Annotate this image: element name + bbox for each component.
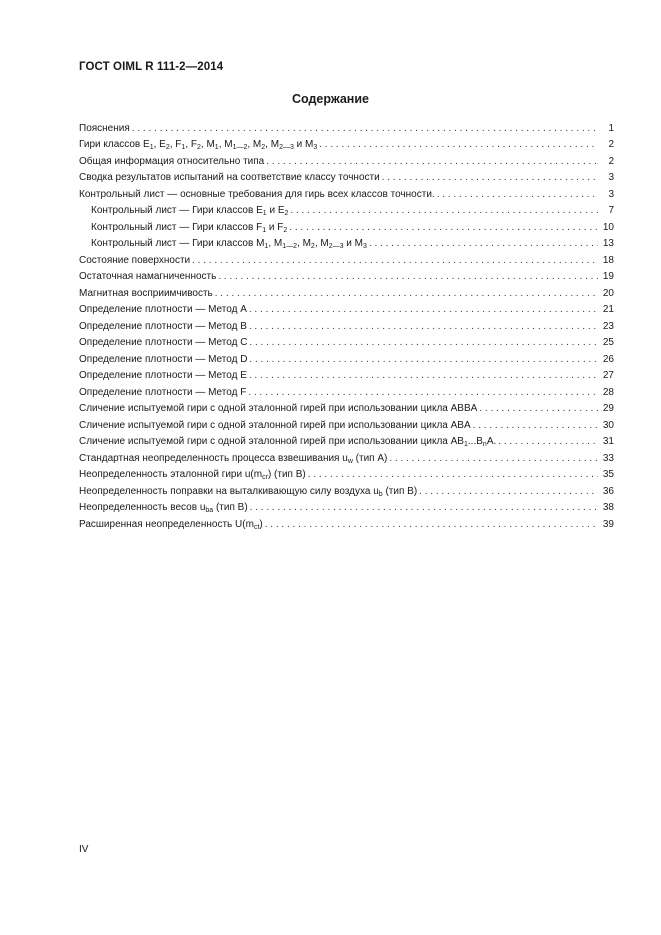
toc-entry-title: Гири классов $E_1$, $E_2$, $F_1$, $F_2$, $M_1$, $M_{1—2}$, $M_2$, $M_{2—3}$ и $M_3$ [79, 139, 318, 151]
toc-entry-title: Состояние поверхности [79, 254, 191, 266]
toc-entry[interactable] [79, 431, 614, 448]
dot-leader [132, 123, 598, 134]
toc-entry[interactable] [79, 216, 614, 233]
toc-entry-title: Сводка результатов испытаний на соответствие классу точности [79, 172, 380, 183]
dot-leader [249, 370, 598, 381]
dot-leader [249, 321, 598, 332]
toc-entry[interactable] [79, 134, 614, 151]
toc-page-number: 31 [602, 436, 614, 447]
toc-page-number: 2 [608, 155, 614, 167]
toc-entry[interactable] [79, 233, 614, 250]
dot-leader [290, 205, 598, 216]
toc-page-number: 20 [602, 287, 614, 299]
toc-entry-title: Расширенная неопределенность $U(m_{ct})$ [79, 518, 263, 531]
toc-page-number: 18 [602, 254, 614, 266]
dot-leader [498, 436, 598, 447]
toc-entry[interactable] [79, 282, 614, 299]
toc-entry[interactable] [79, 513, 614, 530]
dot-leader [473, 420, 598, 431]
toc-page-number: 38 [602, 502, 614, 513]
toc-entry[interactable] [79, 183, 614, 200]
toc-page-number: 13 [602, 238, 614, 249]
toc-entry-title: Магнитная восприимчивость [79, 287, 213, 299]
toc-entry[interactable] [79, 249, 614, 266]
toc-page-number: 35 [602, 469, 614, 480]
dot-leader [389, 453, 598, 464]
toc-entry[interactable] [79, 167, 614, 184]
toc-entry[interactable] [79, 365, 614, 382]
toc-entry[interactable] [79, 299, 614, 316]
toc-entry-title: Остаточная намагниченность [79, 271, 217, 282]
dot-leader [265, 519, 598, 530]
toc-entry[interactable] [79, 117, 614, 134]
toc-entry-title: Контрольный лист — Гири классов $F_1$ и $F_2$ [91, 221, 288, 234]
toc-entry[interactable] [79, 447, 614, 464]
toc-page-number: 7 [608, 205, 614, 216]
toc-page-number: 21 [602, 304, 614, 315]
toc-entry-title: Контрольный лист — Гири классов $M_1$, $M_{1—2}$, $M_2$, $M_{2—3}$ и $M_3$ [91, 238, 367, 250]
page-folio: IV [79, 844, 89, 855]
dot-leader [250, 502, 598, 513]
toc-page-number: 3 [608, 172, 614, 183]
toc-entry[interactable] [79, 200, 614, 217]
toc-page-number: 39 [602, 518, 614, 530]
dot-leader [479, 403, 598, 414]
toc-entry[interactable] [79, 266, 614, 283]
toc-page-number: 36 [602, 485, 614, 497]
dot-leader [437, 189, 598, 200]
dot-leader [249, 337, 598, 348]
toc-entry-title: Неопределенность весов $u_{ba}$ (тип B) [79, 502, 248, 514]
dot-leader [289, 222, 598, 233]
toc-entry[interactable] [79, 315, 614, 332]
toc-entry-title: Определение плотности — Метод D [79, 353, 248, 365]
toc-page-number: 29 [602, 403, 614, 414]
toc-entry-title: Контрольный лист — основные требования для гирь всех классов точности. [79, 188, 435, 200]
toc-entry-title: Определение плотности — Метод E [79, 370, 247, 381]
toc-entry-title: Неопределенность поправки на выталкивающую силу воздуха $u_b$ (тип B) [79, 485, 418, 498]
table-of-contents [79, 117, 614, 530]
toc-page-number: 1 [608, 122, 614, 134]
toc-entry-title: Определение плотности — Метод A [79, 304, 247, 315]
toc-page-number: 3 [608, 188, 614, 200]
toc-entry[interactable] [79, 381, 614, 398]
toc-entry[interactable] [79, 480, 614, 497]
toc-entry-title: Сличение испытуемой гири с одной эталонной гирей при использовании цикла $AB_1...B_nA$. [79, 436, 497, 448]
dot-leader [249, 354, 598, 365]
dot-leader [215, 288, 598, 299]
toc-entry[interactable] [79, 464, 614, 481]
document-id: ГОСТ OIML R 111-2—2014 [79, 61, 224, 73]
toc-entry[interactable] [79, 497, 614, 514]
toc-entry-title: Общая информация относительно типа [79, 155, 265, 167]
toc-entry-title: Неопределенность эталонной гири $u(m_{cr})$ (тип B) [79, 469, 306, 481]
toc-page-number: 23 [602, 320, 614, 332]
toc-entry-title: Определение плотности — Метод C [79, 337, 248, 348]
toc-entry-title: Пояснения [79, 122, 130, 134]
toc-entry[interactable] [79, 398, 614, 415]
toc-entry-title: Определение плотности — Метод F [79, 386, 247, 398]
toc-entry[interactable] [79, 348, 614, 365]
toc-page-number: 25 [602, 337, 614, 348]
toc-entry-title: Контрольный лист — Гири классов $E_1$ и $E_2$ [91, 205, 289, 217]
toc-entry[interactable] [79, 414, 614, 431]
dot-leader [192, 255, 598, 266]
dot-leader [266, 156, 598, 167]
toc-page-number: 30 [602, 419, 614, 431]
toc-page-number: 27 [602, 370, 614, 381]
dot-leader [369, 238, 598, 249]
dot-leader [248, 387, 598, 398]
dot-leader [319, 139, 598, 150]
toc-page-number: 33 [602, 452, 614, 464]
dot-leader [308, 469, 598, 480]
toc-entry[interactable] [79, 150, 614, 167]
toc-page-number: 10 [602, 221, 614, 233]
toc-entry-title: Определение плотности — Метод B [79, 320, 247, 332]
toc-page-number: 28 [602, 386, 614, 398]
toc-page-number: 2 [608, 139, 614, 150]
dot-leader [249, 304, 598, 315]
toc-entry-title: Сличение испытуемой гири с одной эталонной гирей при использовании цикла ABBA [79, 403, 478, 414]
toc-entry-title: Сличение испытуемой гири с одной эталонной гирей при использовании цикла ABA [79, 419, 471, 431]
dot-leader [419, 486, 598, 497]
toc-entry[interactable] [79, 332, 614, 349]
toc-entry-title: Стандартная неопределенность процесса взвешивания $u_w$ (тип A) [79, 452, 388, 465]
dot-leader [218, 271, 598, 282]
toc-title: Содержание [291, 92, 369, 106]
toc-page-number: 19 [602, 271, 614, 282]
dot-leader [382, 172, 598, 183]
toc-page-number: 26 [602, 353, 614, 365]
